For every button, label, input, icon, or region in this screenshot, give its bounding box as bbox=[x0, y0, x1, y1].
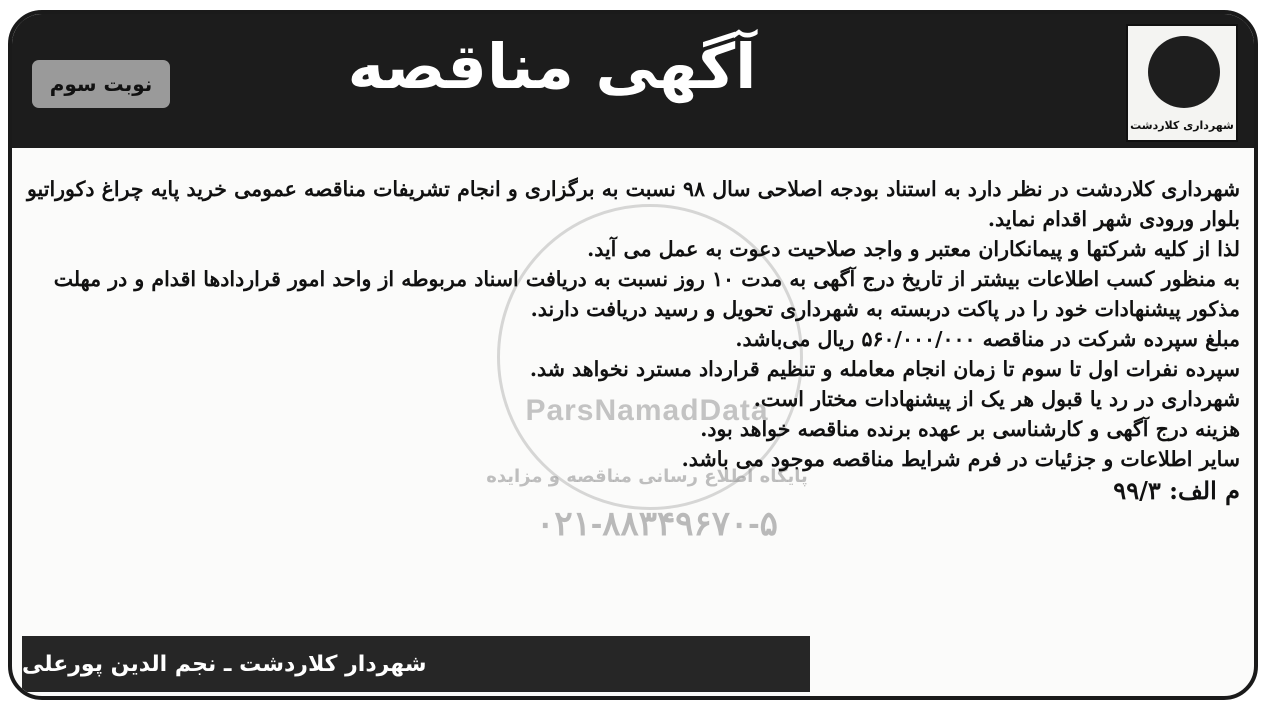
watermark-phone: ۰۲۱-۸۸۳۴۹۶۷۰-۵ bbox=[536, 505, 778, 543]
municipality-logo bbox=[1126, 24, 1238, 142]
watermark-subtitle: پایگاه اطلاع رسانی مناقصه و مزایده bbox=[486, 466, 808, 487]
watermark-brand: ParsNamadData bbox=[525, 394, 769, 427]
paragraph-deposit-return: سپرده نفرات اول تا سوم تا زمان انجام معامله و تنظیم قرارداد مسترد نخواهد شد. bbox=[529, 357, 1240, 381]
paragraph-intro: شهرداری کلاردشت در نظر دارد به استناد بودجه اصلاحی سال ۹۸ نسبت به برگزاری و انجام تشریفات مناقصه عمومی خرید پایه چراغ دکوراتیو بلوار ورودی شهر اقدام نماید. bbox=[26, 177, 1240, 231]
reference-number: م الف: ۹۹/۳ bbox=[1113, 476, 1240, 505]
round-badge: نوبت سوم bbox=[32, 60, 170, 108]
notice-header bbox=[12, 14, 1254, 148]
signature-text: شهردار کلاردشت ـ نجم الدین پورعلی bbox=[22, 651, 427, 677]
paragraph-invitation: لذا از کلیه شرکتها و پیمانکاران معتبر و واجد صلاحیت دعوت به عمل می آید. bbox=[587, 237, 1240, 261]
notice-title: آگهی مناقصه bbox=[347, 30, 757, 103]
paragraph-deposit: مبلغ سپرده شرکت در مناقصه ۵۶۰/۰۰۰/۰۰۰ ریال می‌باشد. bbox=[735, 327, 1240, 351]
paragraph-other-info: سایر اطلاعات و جزئیات در فرم شرایط مناقصه موجود می باشد. bbox=[681, 447, 1240, 471]
signature-bar bbox=[22, 636, 810, 692]
logo-caption: شهرداری کلاردشت bbox=[1130, 119, 1234, 132]
notice-body bbox=[26, 174, 1240, 506]
tender-notice-frame bbox=[8, 10, 1258, 700]
paragraph-costs: هزینه درج آگهی و کارشناسی بر عهده برنده مناقصه خواهد بود. bbox=[700, 417, 1240, 441]
paragraph-rights: شهرداری در رد یا قبول هر یک از پیشنهادات مختار است. bbox=[753, 387, 1240, 411]
paragraph-documents: به منظور کسب اطلاعات بیشتر از تاریخ درج آگهی به مدت ۱۰ روز نسبت به دریافت اسناد مربوطه از واحد امور قراردادها اقدام و در مهلت مذکور پیشنهادات خود را در پاکت دربسته به شهرداری تحویل و رسید دریافت دارند. bbox=[53, 267, 1240, 321]
emblem-icon bbox=[1148, 36, 1220, 108]
